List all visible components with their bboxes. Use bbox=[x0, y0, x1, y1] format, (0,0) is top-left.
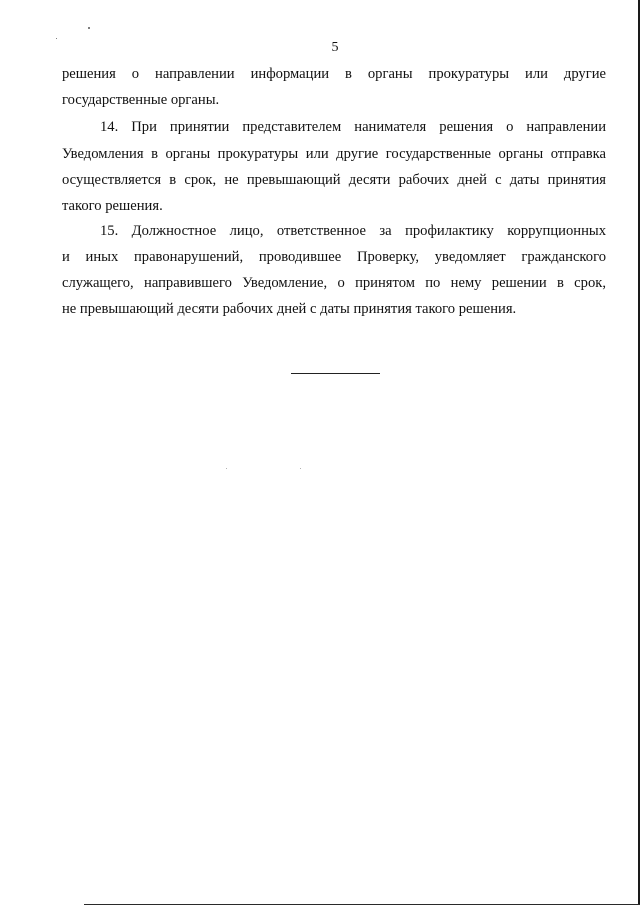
page-number: 5 bbox=[331, 40, 339, 55]
text-line: и иных правонарушений, проводившее Проверку, уведомляет гражданского bbox=[62, 249, 606, 265]
scan-speck bbox=[56, 38, 57, 39]
end-separator-line bbox=[291, 373, 380, 374]
text-line: не превышающий десяти рабочих дней с даты принятия такого решения. bbox=[62, 301, 517, 317]
scan-speck bbox=[88, 27, 90, 29]
text-line: Уведомления в органы прокуратуры или другие государственные органы отправка bbox=[62, 146, 606, 162]
text-line: государственные органы. bbox=[62, 92, 220, 108]
text-line: осуществляется в срок, не превышающий десяти рабочих дней с даты принятия bbox=[62, 172, 606, 188]
text-line: служащего, направившего Уведомление, о принятом по нему решении в срок, bbox=[62, 275, 606, 291]
text-line: такого решения. bbox=[62, 198, 163, 214]
paragraph-14-first-line: 14. При принятии представителем нанимателя решения о направлении bbox=[100, 119, 606, 135]
paragraph-15-first-line: 15. Должностное лицо, ответственное за профилактику коррупционных bbox=[100, 223, 606, 239]
scan-speck bbox=[226, 468, 227, 469]
text-line: решения о направлении информации в органы прокуратуры или другие bbox=[62, 66, 606, 82]
scan-speck bbox=[300, 468, 301, 469]
